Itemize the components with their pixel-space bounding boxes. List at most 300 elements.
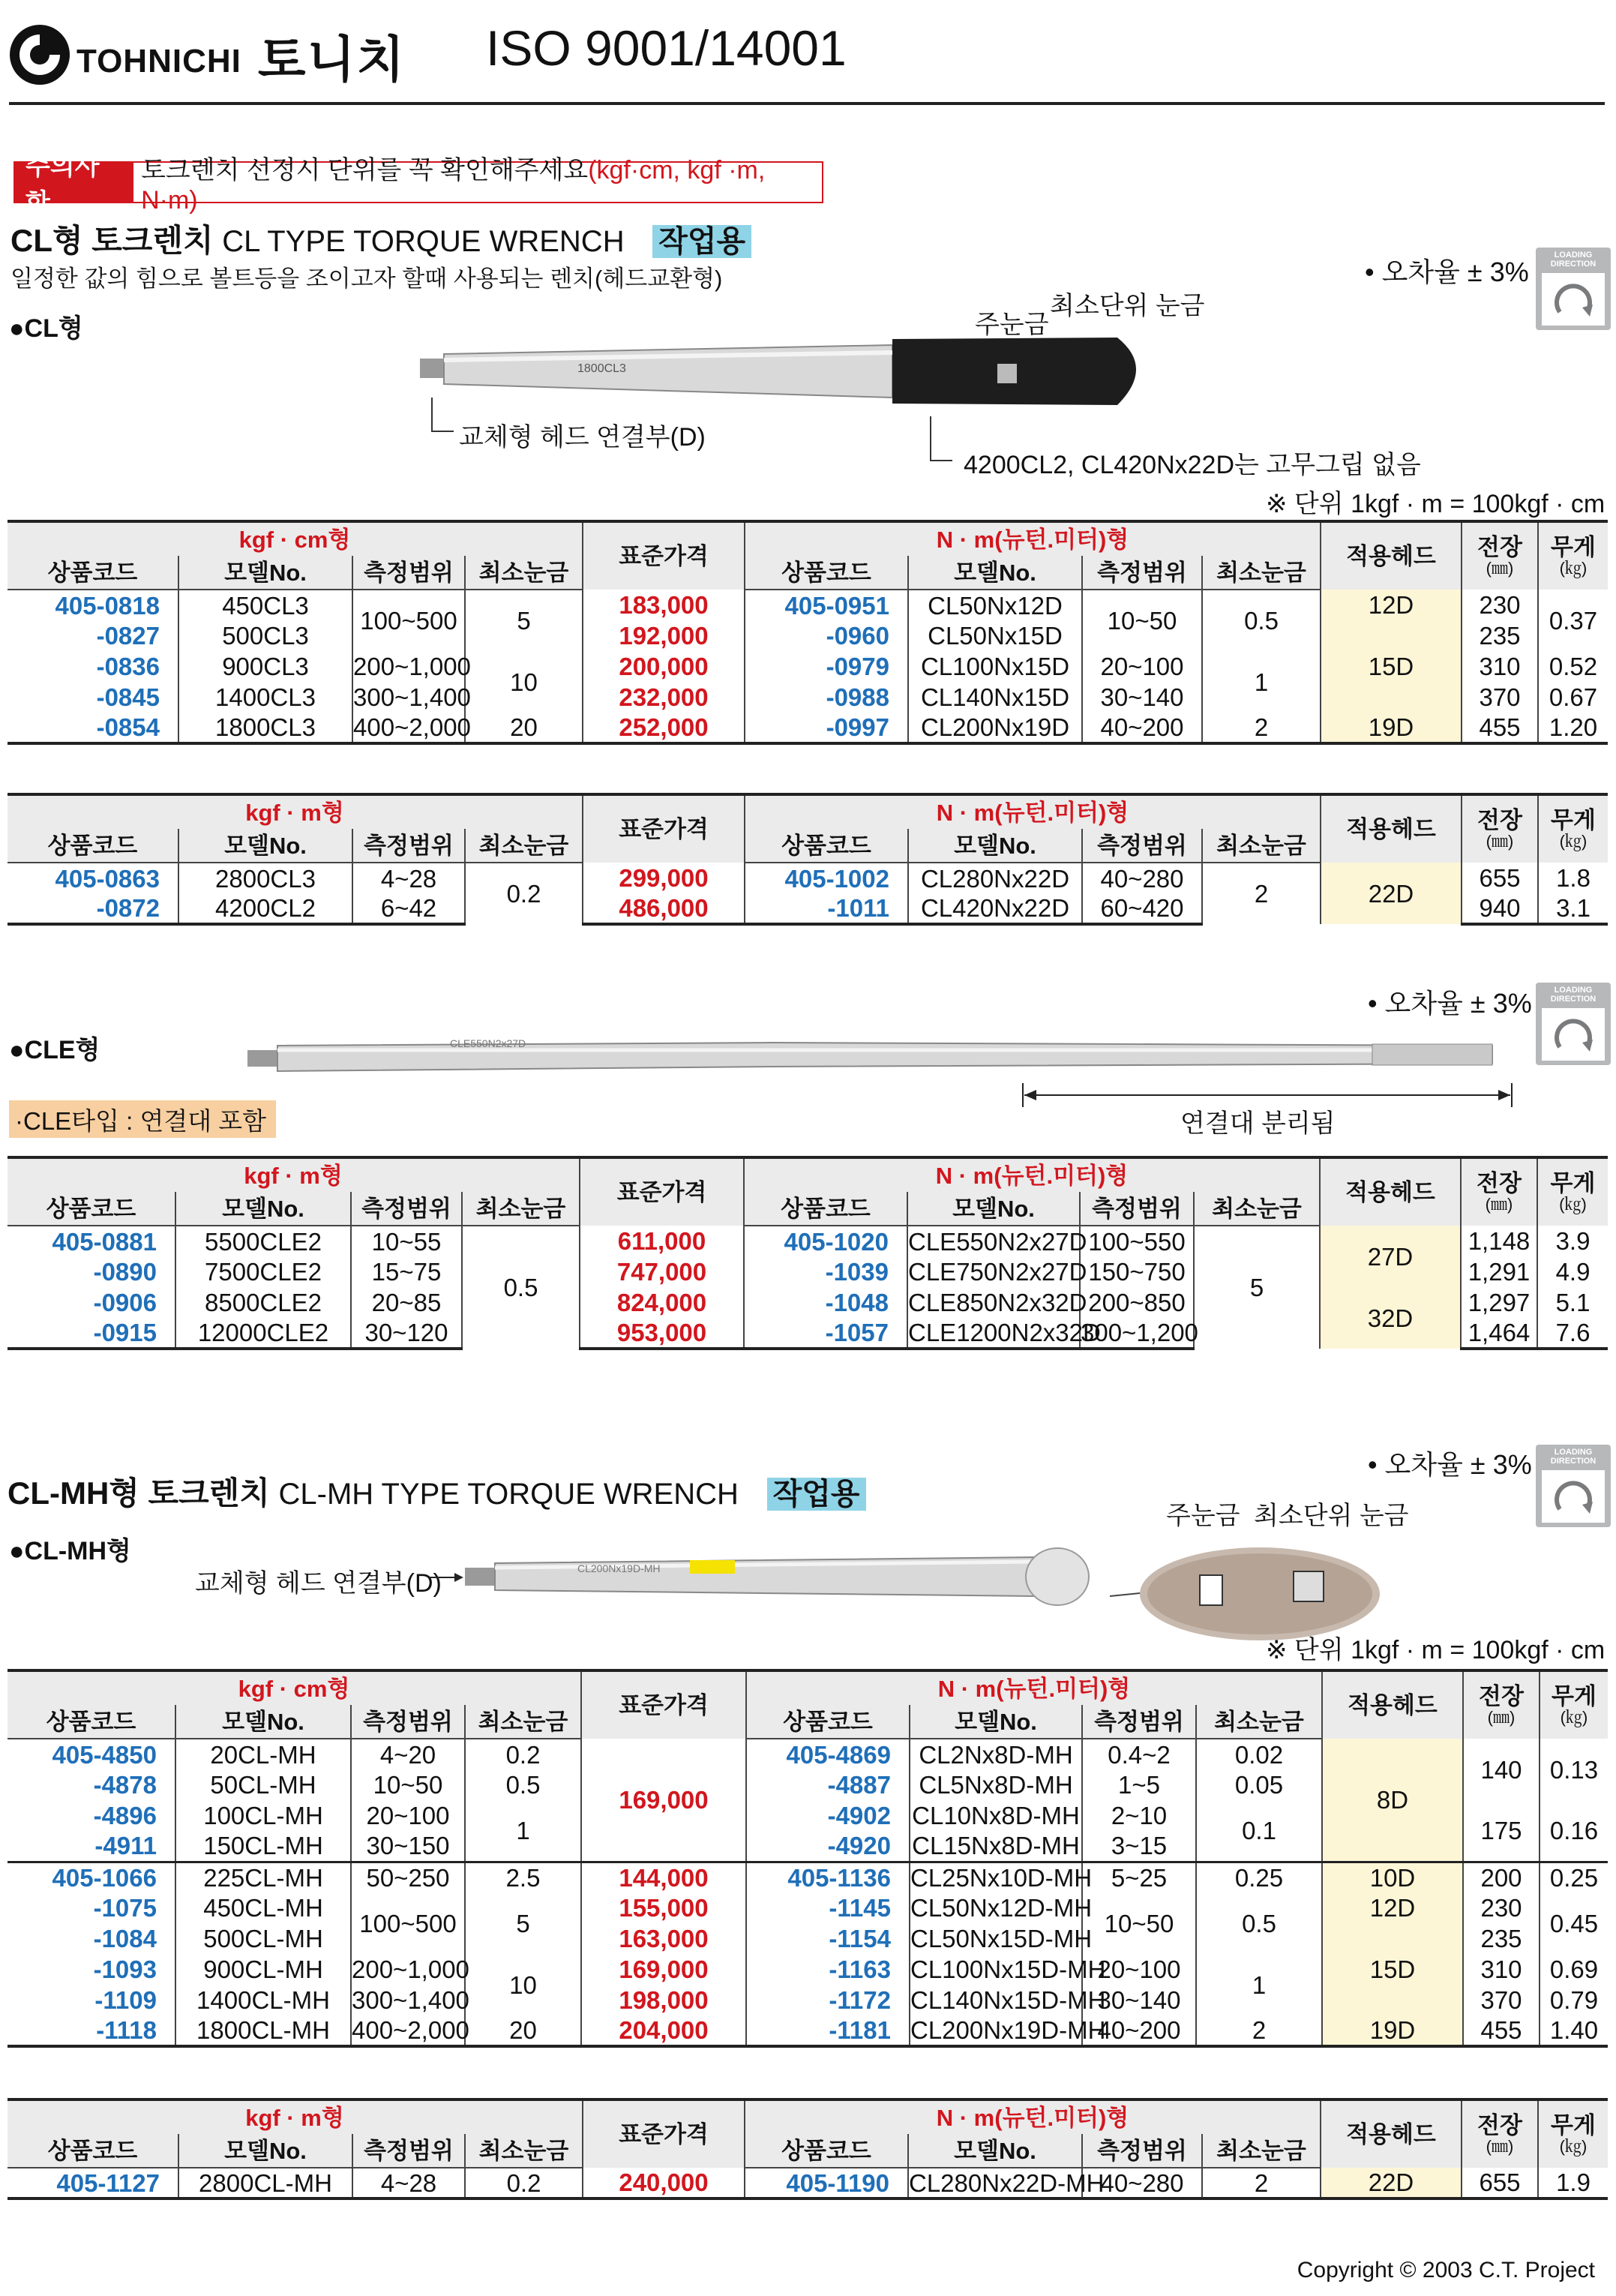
product-code: -1075 bbox=[93, 1894, 157, 1922]
length: 370 bbox=[1462, 682, 1538, 713]
price: 611,000 bbox=[580, 1226, 744, 1256]
table-row bbox=[7, 2015, 1608, 2046]
model-no: 500CL3 bbox=[178, 620, 352, 651]
ncode-header: 상품코드 bbox=[745, 2134, 908, 2168]
min-scale: 20 bbox=[465, 2015, 581, 2046]
min-scale-nm: 0.02 bbox=[1196, 1739, 1322, 1769]
nmin-header: 최소눈금 bbox=[1202, 556, 1321, 590]
model-header: 모델No. bbox=[178, 2134, 352, 2168]
nmodel-header: 모델No. bbox=[907, 1192, 1080, 1226]
range-nm: 20~100 bbox=[1082, 1954, 1196, 1985]
product-code: -0827 bbox=[96, 622, 160, 650]
length: 235 bbox=[1462, 620, 1538, 651]
range-nm: 2~10 bbox=[1082, 1800, 1196, 1831]
brand-logo bbox=[7, 21, 406, 89]
product-code-nm: -1154 bbox=[746, 1923, 910, 1954]
weight: 4.9 bbox=[1537, 1256, 1608, 1287]
product-code-nm: -1181 bbox=[746, 2015, 910, 2046]
product-code-nm: -1039 bbox=[744, 1256, 907, 1287]
model-no-nm: CL100Nx15D bbox=[908, 651, 1082, 682]
head-size: 22D bbox=[1321, 2168, 1462, 2198]
head-size: 27D bbox=[1320, 1226, 1461, 1287]
table-row bbox=[7, 863, 1608, 893]
loading-direction-icon bbox=[1536, 983, 1611, 1065]
min-scale: 1 bbox=[465, 1800, 581, 1862]
min-scale-nm: 0.5 bbox=[1202, 590, 1321, 651]
product-code-nm: 405-0951 bbox=[745, 590, 908, 620]
range: 400~2,000 bbox=[351, 2015, 465, 2046]
length-unit: (㎜) bbox=[1486, 832, 1514, 851]
table-row bbox=[7, 1923, 1608, 1954]
nrange-header: 측정범위 bbox=[1082, 2134, 1202, 2168]
length-label: 전장 bbox=[1477, 806, 1522, 833]
rotate-arrow-icon bbox=[1536, 1466, 1611, 1529]
weight-unit: (㎏) bbox=[1559, 559, 1588, 578]
model-no-nm: CL420Nx22D bbox=[908, 893, 1082, 924]
table-row bbox=[7, 1226, 1608, 1256]
clmh-bullet: ●CL-MH형 bbox=[9, 1537, 131, 1565]
nmodel-header: 모델No. bbox=[908, 2134, 1082, 2168]
weight: 0.67 bbox=[1538, 682, 1608, 713]
price: 163,000 bbox=[581, 1923, 746, 1954]
weight: 0.79 bbox=[1540, 1985, 1608, 2015]
price: 953,000 bbox=[580, 1318, 744, 1349]
range-nm: 40~200 bbox=[1082, 2015, 1196, 2046]
weight-unit: (㎏) bbox=[1559, 832, 1588, 851]
range-nm: 40~280 bbox=[1082, 863, 1202, 893]
code-header: 상품코드 bbox=[7, 2134, 178, 2168]
product-code-nm: -4887 bbox=[746, 1769, 910, 1800]
min-header: 최소눈금 bbox=[465, 2134, 583, 2168]
clmh-unit-note: ※ 단위 1kgf · m = 100kgf · cm bbox=[1266, 1636, 1606, 1664]
head-size: 10D bbox=[1322, 1862, 1463, 1892]
min-scale-nm: 2 bbox=[1202, 863, 1321, 924]
weight-header bbox=[1540, 1670, 1608, 1739]
cl-wrench-label: 1800CL3 bbox=[577, 362, 626, 375]
model-no: 150CL-MH bbox=[175, 1831, 351, 1862]
cle-note: ·CLE타입 : 연결대 포함 bbox=[9, 1100, 276, 1138]
nm-group-header: N · m(뉴턴.미터)형 bbox=[746, 1670, 1322, 1705]
range: 10~50 bbox=[351, 1769, 465, 1800]
range: 4~28 bbox=[352, 2168, 465, 2198]
table-row bbox=[7, 713, 1608, 743]
product-code: 405-1066 bbox=[7, 1862, 175, 1892]
min-scale: 0.2 bbox=[465, 1739, 581, 1769]
product-code-nm: -0979 bbox=[745, 651, 908, 682]
model-no-nm: CLE550N2x27D bbox=[907, 1226, 1080, 1256]
range-header: 측정범위 bbox=[351, 1705, 465, 1739]
head-size: 32D bbox=[1320, 1287, 1461, 1349]
range-nm: 3~15 bbox=[1082, 1831, 1196, 1862]
length-unit: (㎜) bbox=[1486, 2137, 1514, 2156]
range: 10~55 bbox=[351, 1226, 462, 1256]
min-scale-nm: 0.05 bbox=[1196, 1769, 1322, 1800]
length: 230 bbox=[1463, 1892, 1540, 1923]
notice-tag: 주의사항 bbox=[15, 163, 133, 202]
ncode-header: 상품코드 bbox=[745, 829, 908, 863]
length: 1,297 bbox=[1461, 1287, 1537, 1318]
clmh-title-kr: CL-MH형 토크렌치 bbox=[7, 1475, 270, 1511]
length: 655 bbox=[1462, 863, 1538, 893]
table-row bbox=[7, 1739, 1608, 1769]
product-code-nm: -1048 bbox=[744, 1287, 907, 1318]
product-code: -0836 bbox=[96, 653, 160, 680]
model-header: 모델No. bbox=[178, 829, 352, 863]
weight: 1.20 bbox=[1538, 713, 1608, 743]
rotate-arrow-icon bbox=[1536, 269, 1611, 332]
min-scale-nm: 1 bbox=[1202, 651, 1321, 713]
model-no-nm: CLE1200N2x32D bbox=[907, 1318, 1080, 1349]
nrange-header: 측정범위 bbox=[1082, 829, 1202, 863]
min-scale: 0.5 bbox=[462, 1226, 580, 1349]
range-nm: 10~50 bbox=[1082, 590, 1202, 651]
range: 200~1,000 bbox=[352, 1955, 469, 1983]
min-scale-nm: 0.25 bbox=[1196, 1862, 1322, 1892]
cl-bullet: ●CL형 bbox=[9, 314, 83, 343]
cl-head-leader-line bbox=[431, 398, 454, 432]
range: 300~1,400 bbox=[353, 683, 471, 711]
range: 30~120 bbox=[351, 1318, 462, 1349]
nmin-header: 최소눈금 bbox=[1202, 829, 1321, 863]
model-no: 4200CL2 bbox=[178, 893, 352, 924]
product-code: 405-0818 bbox=[55, 591, 160, 620]
range-nm: 40~280 bbox=[1082, 2168, 1202, 2198]
model-no: 225CL-MH bbox=[175, 1862, 351, 1892]
range-header: 측정범위 bbox=[352, 2134, 465, 2168]
product-code-nm: -4902 bbox=[746, 1800, 910, 1831]
product-code: -1118 bbox=[7, 2015, 175, 2046]
price: 232,000 bbox=[583, 682, 745, 713]
model-no: 7500CLE2 bbox=[175, 1256, 351, 1287]
price: 192,000 bbox=[583, 620, 745, 651]
length: 140 bbox=[1463, 1739, 1540, 1800]
weight: 0.13 bbox=[1540, 1739, 1608, 1800]
weight-header bbox=[1538, 2099, 1608, 2168]
head-header: 적용헤드 bbox=[1321, 794, 1462, 863]
cle-separation-callout: 연결대 분리됨 bbox=[1180, 1109, 1336, 1138]
iso-certification: ISO 9001/14001 bbox=[486, 20, 847, 76]
clmh-kgfm-spec-table bbox=[7, 2098, 1608, 2200]
product-code: 405-0863 bbox=[55, 864, 160, 893]
nm-group-header: N · m(뉴턴.미터)형 bbox=[745, 521, 1321, 556]
cl-grip-leader-line bbox=[930, 416, 952, 461]
model-no: 1800CL3 bbox=[178, 713, 352, 743]
price: 204,000 bbox=[581, 2015, 746, 2046]
weight: 0.25 bbox=[1540, 1862, 1608, 1892]
clmh-kgfcm-spec-table bbox=[7, 1669, 1608, 2048]
cl-section-title bbox=[10, 216, 751, 261]
weight-label: 무게 bbox=[1550, 1169, 1596, 1196]
model-no: 450CL3 bbox=[178, 590, 352, 620]
loading-direction-label: LOADING DIRECTION bbox=[1550, 1448, 1597, 1466]
min-scale: 2.5 bbox=[465, 1862, 581, 1892]
unit-notice-box bbox=[13, 152, 823, 218]
head-size: 8D bbox=[1322, 1739, 1463, 1862]
min-scale-nm: 2 bbox=[1202, 713, 1321, 743]
clmh-work-tag: 작업용 bbox=[767, 1478, 866, 1511]
model-no-nm: CL2Nx8D-MH bbox=[910, 1739, 1082, 1769]
kgfcm-group-header: kgf · cm형 bbox=[7, 521, 583, 556]
model-no-nm: CL50Nx12D bbox=[908, 590, 1082, 620]
length: 655 bbox=[1462, 2168, 1538, 2198]
range: 100~500 bbox=[352, 590, 465, 651]
product-code: -0890 bbox=[93, 1258, 157, 1286]
range-nm: 5~25 bbox=[1082, 1862, 1196, 1892]
table-row bbox=[7, 1892, 1608, 1923]
min-header: 최소눈금 bbox=[465, 1705, 581, 1739]
range-nm: 200~850 bbox=[1080, 1287, 1194, 1318]
weight-header bbox=[1537, 1157, 1608, 1226]
price: 198,000 bbox=[581, 1985, 746, 2015]
model-no: 20CL-MH bbox=[175, 1739, 351, 1769]
product-code: 405-1127 bbox=[7, 2168, 178, 2198]
table-row bbox=[7, 1862, 1608, 1892]
length-unit: (㎜) bbox=[1487, 1708, 1516, 1727]
model-no: 500CL-MH bbox=[175, 1923, 351, 1954]
length-header bbox=[1462, 2099, 1538, 2168]
product-code: -4896 bbox=[93, 1802, 157, 1829]
range-nm: 30~140 bbox=[1082, 1985, 1196, 2015]
length-label: 전장 bbox=[1477, 2111, 1522, 2138]
length: 455 bbox=[1462, 713, 1538, 743]
price: 747,000 bbox=[580, 1256, 744, 1287]
loading-direction-label: LOADING DIRECTION bbox=[1550, 986, 1597, 1004]
cle-spec-table bbox=[7, 1156, 1608, 1350]
loading-direction-icon bbox=[1536, 248, 1611, 330]
product-code-nm: -1163 bbox=[746, 1954, 910, 1985]
table-row bbox=[7, 590, 1608, 620]
head-header: 적용헤드 bbox=[1322, 1670, 1463, 1739]
range: 4~20 bbox=[351, 1739, 465, 1769]
cl-callout-main-scale: 주눈금 bbox=[975, 311, 1049, 339]
nmodel-header: 모델No. bbox=[908, 556, 1082, 590]
range-nm: 1~5 bbox=[1082, 1769, 1196, 1800]
range: 20~100 bbox=[351, 1800, 465, 1831]
length-unit: (㎜) bbox=[1486, 559, 1514, 578]
product-code-nm: -0960 bbox=[745, 620, 908, 651]
length: 455 bbox=[1463, 2015, 1540, 2046]
model-header: 모델No. bbox=[175, 1192, 351, 1226]
weight-unit: (㎏) bbox=[1560, 1708, 1588, 1727]
model-no: 12000CLE2 bbox=[175, 1318, 351, 1349]
weight: 1.8 bbox=[1538, 863, 1608, 893]
notice-text bbox=[133, 149, 822, 215]
kgfcm-group-header: kgf · cm형 bbox=[7, 1670, 581, 1705]
range: 300~1,400 bbox=[352, 1986, 469, 2014]
price: 155,000 bbox=[581, 1892, 746, 1923]
kgfm-group-header: kgf · m형 bbox=[7, 1157, 580, 1192]
model-no: 8500CLE2 bbox=[175, 1287, 351, 1318]
cl-title-en: CL TYPE TORQUE WRENCH bbox=[222, 225, 625, 258]
clmh-callout-head: 교체형 헤드 연결부(D) bbox=[195, 1569, 442, 1598]
length-header bbox=[1463, 1670, 1540, 1739]
weight: 0.52 bbox=[1538, 651, 1608, 682]
cl-callout-min-scale: 최소단위 눈금 bbox=[1050, 292, 1205, 320]
model-no-nm: CL50Nx15D bbox=[908, 620, 1082, 651]
length: 310 bbox=[1463, 1954, 1540, 1985]
model-no-nm: CL25Nx10D-MH bbox=[910, 1862, 1082, 1892]
range-header: 측정범위 bbox=[351, 1192, 462, 1226]
price: 200,000 bbox=[583, 651, 745, 682]
model-no-nm: CL5Nx8D-MH bbox=[910, 1769, 1082, 1800]
table-row bbox=[7, 620, 1608, 651]
price: 240,000 bbox=[583, 2168, 745, 2198]
loading-direction-icon bbox=[1536, 1445, 1611, 1527]
product-code-nm: 405-1136 bbox=[746, 1862, 910, 1892]
price: 486,000 bbox=[583, 893, 745, 924]
cl-unit-note: ※ 단위 1kgf · m = 100kgf · cm bbox=[1266, 490, 1606, 518]
range-header: 측정범위 bbox=[352, 556, 465, 590]
length-unit: (㎜) bbox=[1485, 1195, 1513, 1214]
product-code: -0915 bbox=[7, 1318, 175, 1349]
weight-label: 무게 bbox=[1552, 1682, 1597, 1709]
cl-callout-head: 교체형 헤드 연결부(D) bbox=[459, 423, 706, 452]
copyright: Copyright © 2003 C.T. Project bbox=[1297, 2258, 1595, 2282]
weight: 5.1 bbox=[1537, 1287, 1608, 1318]
product-code: -0906 bbox=[93, 1289, 157, 1316]
price: 252,000 bbox=[583, 713, 745, 743]
range: 50~250 bbox=[351, 1862, 465, 1892]
model-no: 1800CL-MH bbox=[175, 2015, 351, 2046]
weight: 1.9 bbox=[1538, 2168, 1608, 2198]
head-size: 12D bbox=[1321, 590, 1462, 620]
min-scale: 0.2 bbox=[465, 2168, 583, 2198]
cl-kgfm-spec-table bbox=[7, 793, 1608, 926]
weight: 1.40 bbox=[1540, 2015, 1608, 2046]
rotate-arrow-icon bbox=[1536, 1004, 1611, 1067]
nmin-header: 최소눈금 bbox=[1202, 2134, 1321, 2168]
range: 100~500 bbox=[351, 1892, 465, 1954]
min-scale: 0.5 bbox=[465, 1769, 581, 1800]
length-label: 전장 bbox=[1477, 1169, 1522, 1196]
length: 175 bbox=[1463, 1800, 1540, 1862]
length: 230 bbox=[1462, 590, 1538, 620]
ncode-header: 상품코드 bbox=[744, 1192, 907, 1226]
length-label: 전장 bbox=[1479, 1682, 1524, 1709]
weight: 0.16 bbox=[1540, 1800, 1608, 1862]
length-header bbox=[1462, 794, 1538, 863]
nmodel-header: 모델No. bbox=[908, 829, 1082, 863]
range: 6~42 bbox=[352, 893, 465, 924]
range-nm: 150~750 bbox=[1080, 1256, 1194, 1287]
head-size: 12D bbox=[1322, 1892, 1463, 1923]
weight-header bbox=[1538, 521, 1608, 590]
weight-label: 무게 bbox=[1551, 806, 1596, 833]
clmh-wrench-image bbox=[465, 1538, 1102, 1613]
price-header: 표준가격 bbox=[580, 1157, 744, 1226]
model-no-nm: CLE850N2x32D bbox=[908, 1289, 1087, 1316]
weight-unit: (㎏) bbox=[1559, 2137, 1588, 2156]
product-code-nm: -1011 bbox=[745, 893, 908, 924]
range-nm: 0.4~2 bbox=[1082, 1739, 1196, 1769]
loading-direction-label: LOADING DIRECTION bbox=[1550, 251, 1597, 269]
model-no-nm: CLE750N2x27D bbox=[908, 1258, 1087, 1286]
product-code: -0854 bbox=[7, 713, 178, 743]
model-no-nm: CL50Nx15D-MH bbox=[910, 1925, 1093, 1952]
head-size: 15D bbox=[1321, 620, 1462, 713]
model-no-nm: CL140Nx15D bbox=[908, 682, 1082, 713]
cle-bullet: ●CLE형 bbox=[9, 1036, 100, 1064]
product-code-nm: -4920 bbox=[746, 1831, 910, 1862]
product-code: 405-0881 bbox=[52, 1227, 157, 1256]
cl-callout-grip: 4200CL2, CL420Nx22D는 고무그립 없음 bbox=[964, 451, 1421, 479]
range-nm: 40~200 bbox=[1082, 713, 1202, 743]
nm-group-header: N · m(뉴턴.미터)형 bbox=[745, 794, 1321, 829]
nm-group-header: N · m(뉴턴.미터)형 bbox=[745, 2099, 1321, 2134]
cl-description: 일정한 값의 힘으로 볼트등을 조이고자 할때 사용되는 렌치(헤드교환형) bbox=[10, 266, 723, 292]
clmh-title-en: CL-MH TYPE TORQUE WRENCH bbox=[278, 1478, 739, 1511]
table-row bbox=[7, 1287, 1608, 1318]
length: 1,464 bbox=[1461, 1318, 1537, 1349]
min-scale-nm: 5 bbox=[1194, 1226, 1320, 1349]
weight: 0.45 bbox=[1540, 1892, 1608, 1954]
model-no: 2800CL-MH bbox=[178, 2168, 352, 2198]
price: 169,000 bbox=[581, 1739, 746, 1862]
min-header: 최소눈금 bbox=[462, 1192, 580, 1226]
weight: 3.9 bbox=[1537, 1226, 1608, 1256]
price: 824,000 bbox=[580, 1287, 744, 1318]
head-header: 적용헤드 bbox=[1320, 1157, 1461, 1226]
length: 200 bbox=[1463, 1862, 1540, 1892]
head-header: 적용헤드 bbox=[1321, 2099, 1462, 2168]
model-no-nm: CL140Nx15D-MH bbox=[910, 1986, 1106, 2014]
model-no: 450CL-MH bbox=[175, 1892, 351, 1923]
range: 4~28 bbox=[352, 863, 465, 893]
range-nm: 300~1,200 bbox=[1080, 1318, 1194, 1349]
arrow-right-icon bbox=[427, 1566, 465, 1589]
head-size: 22D bbox=[1321, 863, 1462, 924]
clmh-section-title bbox=[7, 1469, 866, 1514]
model-no-nm: CL100Nx15D-MH bbox=[910, 1955, 1106, 1983]
min-scale-nm: 1 bbox=[1196, 1954, 1322, 2015]
header-divider bbox=[9, 102, 1605, 105]
kgfm-group-header: kgf · m형 bbox=[7, 2099, 583, 2134]
price-header: 표준가격 bbox=[581, 1670, 746, 1739]
price-header: 표준가격 bbox=[583, 521, 745, 590]
range-nm: 20~100 bbox=[1082, 651, 1202, 682]
range-header: 측정범위 bbox=[352, 829, 465, 863]
ncode-header: 상품코드 bbox=[745, 556, 908, 590]
price: 169,000 bbox=[581, 1954, 746, 1985]
kgfm-group-header: kgf · m형 bbox=[7, 794, 583, 829]
model-no: 2800CL3 bbox=[178, 863, 352, 893]
clmh-wrench-label: CL200Nx19D-MH bbox=[577, 1562, 661, 1574]
cl-work-tag: 작업용 bbox=[652, 225, 751, 258]
min-scale-nm: 0.1 bbox=[1196, 1800, 1322, 1862]
nm-group-header: N · m(뉴턴.미터)형 bbox=[744, 1157, 1320, 1192]
weight-label: 무게 bbox=[1551, 533, 1596, 560]
min-scale: 10 bbox=[465, 1954, 581, 2015]
length: 1,148 bbox=[1461, 1226, 1537, 1256]
model-no: 5500CLE2 bbox=[175, 1226, 351, 1256]
product-code-nm: 405-1190 bbox=[745, 2168, 908, 2198]
price: 183,000 bbox=[583, 590, 745, 620]
length: 940 bbox=[1462, 893, 1538, 924]
product-code: 405-4850 bbox=[52, 1740, 157, 1769]
product-code-nm: -1145 bbox=[746, 1892, 910, 1923]
product-code: -0872 bbox=[7, 893, 178, 924]
model-no: 100CL-MH bbox=[175, 1800, 351, 1831]
product-code-nm: -1172 bbox=[746, 1985, 910, 2015]
product-code-nm: 405-1002 bbox=[745, 863, 908, 893]
model-no-nm: CL50Nx12D-MH bbox=[910, 1894, 1093, 1922]
weight-label: 무게 bbox=[1551, 2111, 1596, 2138]
nrange-header: 측정범위 bbox=[1082, 556, 1202, 590]
model-no: 1400CL-MH bbox=[175, 1985, 351, 2015]
brand-name-kr: 토니치 bbox=[257, 31, 406, 87]
range-nm: 100~550 bbox=[1080, 1226, 1194, 1256]
product-code-nm: -0997 bbox=[745, 713, 908, 743]
